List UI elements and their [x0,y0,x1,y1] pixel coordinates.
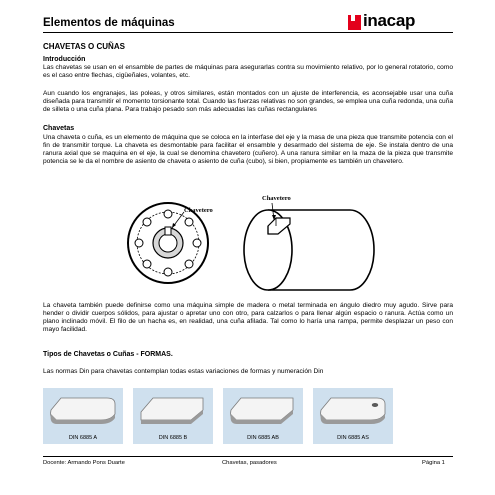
chavetas-paragraph-2: La chaveta también puede definirse como una máquina simple de madera o metal terminada en ángulo diedro muy agudo. Sirve para hender o dividir cuerpos sólidos, para ajustar o apretar uno con otro, para calzarlos o para llenar algún espacio o ranura. Actúa como un plano inclinado móvil. El filo de un hacha es, en realidad, una cuña afilada. Tal como lo haría una rampa, permite desplazar un peso con mayo facilidad. [43,302,453,334]
key-a-caption: DIN 6885 A [68,435,98,441]
logo-mark-icon [348,15,361,30]
hub-chavetero-label: Chavetero [184,207,213,214]
header-rule [43,32,453,33]
footer-rule [43,456,453,457]
key-ab-caption: DIN 6885 AB [247,435,279,441]
key-din-6885-b [133,388,213,444]
footer-topic: Chavetas, pasadores [222,460,277,466]
square-key-b-drawing [133,388,213,432]
shaft-chavetero-label: Chavetero [262,195,291,202]
rounded-key-a-drawing [43,388,123,432]
shaft-drawing [232,196,377,296]
key-din-6885-as [313,388,393,444]
logo-text: inacap [363,11,416,30]
footer-page-number: Página 1 [422,460,445,466]
key-as-caption: DIN 6885 AS [337,435,369,441]
intro-paragraph-2: Aun cuando los engranajes, las poleas, y otros similares, están montados con un ajuste de interferencia, es aconsejable usar una cuña diseñada para transmitir el momento torsionante total. Cuando las fuerzas relativas no son grandes, se emplea una cuña redonda, una cuña de silleta o una cuña plana. Para trabajo pesado son más adecuadas las cuñas rectangulares [43,90,453,114]
key-b-caption: DIN 6885 B [158,435,188,441]
tipos-paragraph: Las normas Din para chavetas contemplan todas estas variaciones de formas y numeración Din [43,368,324,375]
key-din-6885-a [43,388,123,444]
intro-heading: Introducción [43,56,86,63]
document-header-title: Elementos de máquinas [43,17,175,29]
key-types-row [43,388,403,444]
key-with-hole-as-drawing [313,388,393,432]
tipos-heading: Tipos de Chavetas o Cuñas - FORMAS. [43,351,173,358]
footer-author: Docente: Armando Pons Duarte [43,460,125,466]
shaft-keyway-figure [232,196,377,296]
hub-keyway-figure [118,196,228,291]
chavetas-paragraph-1: Una chaveta o cuña, es un elemento de máquina que se coloca en la interfase del eje y la masa de una pieza que transmite potencia con el fin de transmitir torque. La chaveta es desmontable para facilitar el ensamble y desarmado del sistema de eje. Se instala dentro de una ranura axial que se maquina en el eje, la cual se denomina chavetero (cuñero). A una ranura similar en la maza de la pieza que transmite potencia se le da el nombre de asiento de chaveta o asiento de cuña (cubo), si bien, propiamente es también un chavetero. [43,134,453,166]
chavetas-heading: Chavetas [43,125,75,132]
key-din-6885-ab [223,388,303,444]
intro-paragraph-1: Las chavetas se usan en el ensamble de partes de máquinas para asegurarlas contra su movimiento relativo, por lo general rotatorio, como es el caso entre flechas, cigüeñales, volantes, etc. [43,64,453,80]
section-title: CHAVETAS O CUÑAS [43,42,125,51]
inacap-logo [348,11,454,34]
mixed-key-ab-drawing [223,388,303,432]
